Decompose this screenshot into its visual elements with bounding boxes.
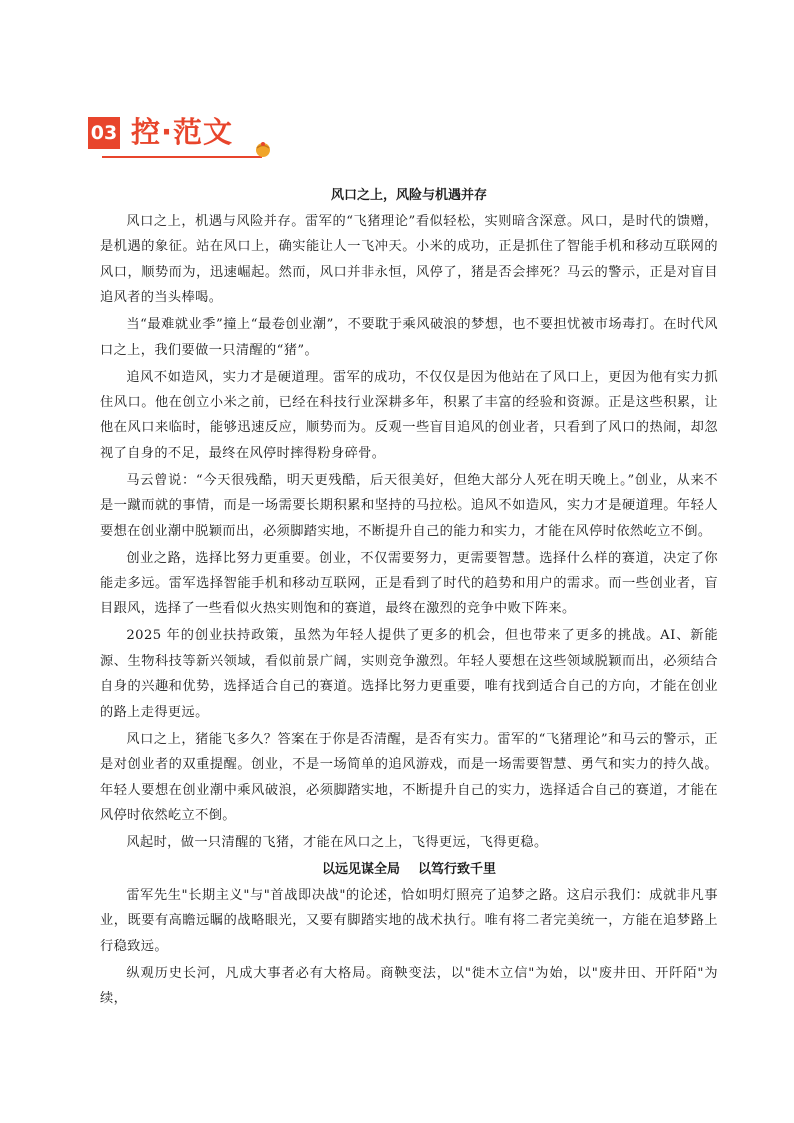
article-title-right: 以笃行致千里 [418,861,497,877]
article-paragraph: 雷军先生"长期主义"与"首战即决战"的论述，恰如明灯照亮了追梦之路。这启示我们：成就非凡事业，既要有高瞻远瞩的战略眼光，又要有脚踏实地的战术执行。唯有将二者完美统一，方能在追梦路上行稳致远。 [100,887,718,954]
article-title-left: 以远见谋全局 [321,861,400,877]
article-title: 风口之上，风险与机遇并存 [330,188,487,203]
document-body [100,183,718,1013]
article-paragraph: 风口之上，猪能飞多久？答案在于你是否清醒，是否有实力。雷军的“飞猪理论”和马云的警示，正是对创业者的双重提醒。创业，不是一场简单的追风游戏，而是一场需要智慧、勇气和实力的持久战。年轻人要想在创业潮中乘风破浪，必须脚踏实地，不断提升自己的实力，选择适合自己的赛道，才能在风停时依然屹立不倒。 [100,731,718,823]
article-paragraph: 追风不如造风，实力才是硬道理。雷军的成功，不仅仅是因为他站在了风口上，更因为他有实力抓住风口。他在创立小米之前，已经在科技行业深耕多年，积累了丰富的经验和资源。正是这些积累，让他在风口来临时，能够迅速反应，顺势而为。反观一些盲目追风的创业者，只看到了风口的热闹，却忽视了自身的不足，最终在风停时摔得粉身碎骨。 [100,369,718,461]
article-paragraph: 2025 年的创业扶持政策，虽然为年轻人提供了更多的机会，但也带来了更多的挑战。AI、新能源、生物科技等新兴领域，看似前景广阔，实则竞争激烈。年轻人要想在这些领域脱颖而出，必须结合自身的兴趣和优势，选择适合自己的赛道。选择比努力更重要，唯有找到适合自己的方向，才能在创业的路上走得更远。 [100,628,718,720]
article-title [100,857,718,883]
article-paragraph: 风口之上，机遇与风险并存。雷军的“飞猪理论”看似轻松，实则暗含深意。风口，是时代的馈赠，是机遇的象征。站在风口上，确实能让人一飞冲天。小米的成功，正是抓住了智能手机和移动互联网的风口，顺势而为，迅速崛起。然而，风口并非永恒，风停了，猪是否会摔死？马云的警示，正是对盲目追风者的当头棒喝。 [100,214,718,306]
section-header [88,114,278,160]
section-title: 控·范文 [131,115,234,149]
decorative-ball-icon [254,140,272,158]
article-paragraph: 风起时，做一只清醒的飞猪，才能在风口之上，飞得更远，飞得更稳。 [126,834,548,850]
article-paragraph: 纵观历史长河，凡成大事者必有大格局。商鞅变法，以"徙木立信"为始，以"废井田、开阡陌"为续， [100,965,718,1007]
article-paragraph: 当“最难就业季”撞上“最卷创业潮”，不要耽于乘风破浪的梦想，也不要担忧被市场毒打。在时代风口之上，我们要做一只清醒的“猪”。 [100,317,718,358]
article-paragraph: 马云曾说：“今天很残酷，明天更残酷，后天很美好，但绝大部分人死在明天晚上。”创业，从来不是一蹴而就的事情，而是一场需要长期积累和坚持的马拉松。追风不如造风，实力才是硬道理。年轻人要想在创业潮中脱颖而出，必须脚踏实地，不断提升自己的能力和实力，才能在风停时依然屹立不倒。 [100,472,718,539]
article-paragraph: 创业之路，选择比努力更重要。创业，不仅需要努力，更需要智慧。选择什么样的赛道，决定了你能走多远。雷军选择智能手机和移动互联网，正是看到了时代的趋势和用户的需求。而一些创业者，盲目跟风，选择了一些看似火热实则饱和的赛道，最终在激烈的竞争中败下阵来。 [100,550,718,617]
section-number-badge: 03 [88,117,120,149]
header-underline [102,156,262,158]
